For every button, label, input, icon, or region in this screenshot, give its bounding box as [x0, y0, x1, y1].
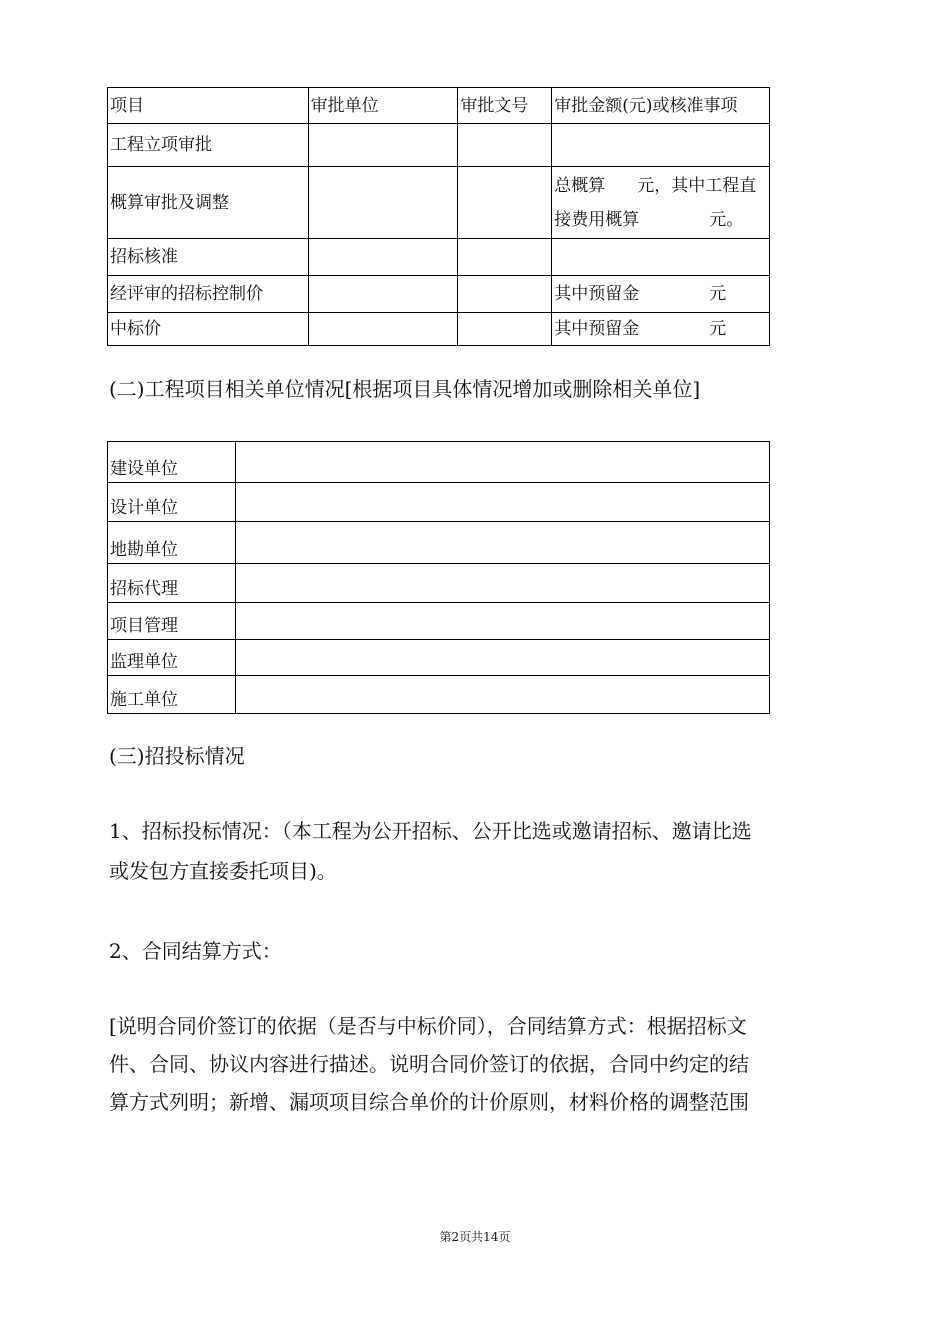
- table-row: [108, 313, 770, 346]
- table-row: [108, 564, 770, 603]
- units-table: [107, 441, 770, 714]
- item-1-line: 1、招标投标情况：（本工程为公开招标、公开比选或邀请招标、邀请比选: [109, 819, 752, 843]
- row-unit-cell: [308, 239, 458, 276]
- row-doc-no-cell: [458, 124, 552, 167]
- unit-value-cell: [236, 442, 770, 483]
- item-1-line: 或发包方直接委托项目)。: [109, 859, 337, 883]
- table-row: [108, 603, 770, 640]
- unit-value-cell: [236, 564, 770, 603]
- header-cell-item: 项目: [108, 88, 309, 124]
- row-item-label: 经评审的招标控制价: [108, 276, 309, 313]
- header-cell-amount: 审批金额(元)或核准事项: [552, 88, 770, 124]
- approval-table: [107, 87, 770, 346]
- row-doc-no-cell: [458, 313, 552, 346]
- row-item-label: 工程立项审批: [108, 124, 309, 167]
- amount-text: 元。: [709, 209, 744, 230]
- row-unit-cell: [308, 167, 458, 239]
- amount-text: 接费用概算: [554, 209, 640, 230]
- page-footer: 第2页共14页: [439, 1230, 511, 1244]
- table-row: [108, 640, 770, 676]
- row-unit-cell: [308, 124, 458, 167]
- section-heading-2: (二)工程项目相关单位情况[根据项目具体情况增加或删除相关单位]: [109, 377, 701, 401]
- unit-value-cell: [236, 483, 770, 522]
- section-heading-3: (三)招投标情况: [109, 744, 245, 768]
- unit-value-cell: [236, 676, 770, 714]
- description-line: 算方式列明；新增、漏项项目综合单价的计价原则，材料价格的调整范围: [109, 1090, 749, 1114]
- amount-line: [554, 169, 767, 203]
- unit-value-cell: [236, 640, 770, 676]
- row-doc-no-cell: [458, 276, 552, 313]
- description-line: [说明合同价签订的依据（是否与中标价同），合同结算方式：根据招标文: [109, 1014, 747, 1038]
- unit-label: 监理单位: [108, 640, 236, 676]
- row-amount-cell: [552, 124, 770, 167]
- amount-text: 其中预留金: [554, 284, 640, 304]
- table-row: [108, 276, 770, 313]
- header-cell-unit: 审批单位: [308, 88, 458, 124]
- row-doc-no-cell: [458, 167, 552, 239]
- table-header-row: [108, 88, 770, 124]
- amount-unit: 元: [709, 319, 727, 339]
- unit-label: 建设单位: [108, 442, 236, 483]
- amount-text: 总概算: [554, 175, 606, 196]
- table-row: [108, 676, 770, 714]
- amount-text: 其中预留金: [554, 319, 640, 339]
- amount-line: [554, 203, 767, 237]
- unit-label: 项目管理: [108, 603, 236, 640]
- description-paragraph: [109, 1007, 834, 1121]
- unit-label: 招标代理: [108, 564, 236, 603]
- row-item-label: 招标核准: [108, 239, 309, 276]
- amount-unit: 元: [709, 284, 727, 304]
- row-unit-cell: [308, 276, 458, 313]
- row-amount-cell: [552, 239, 770, 276]
- table-row: [108, 442, 770, 483]
- table-row: [108, 522, 770, 564]
- unit-label: 地勘单位: [108, 522, 236, 564]
- unit-value-cell: [236, 603, 770, 640]
- unit-label: 设计单位: [108, 483, 236, 522]
- amount-text: 元，其中工程直: [637, 175, 757, 196]
- row-amount-cell: [552, 167, 770, 239]
- row-item-label: 中标价: [108, 313, 309, 346]
- table-row: [108, 124, 770, 167]
- row-unit-cell: [308, 313, 458, 346]
- description-line: 件、合同、协议内容进行描述。说明合同价签订的依据，合同中约定的结: [109, 1052, 749, 1076]
- row-amount-cell: [552, 276, 770, 313]
- table-row: [108, 483, 770, 522]
- item-2-heading: 2、合同结算方式：: [109, 939, 282, 963]
- table-row: [108, 239, 770, 276]
- header-cell-doc-no: 审批文号: [458, 88, 552, 124]
- unit-value-cell: [236, 522, 770, 564]
- item-1-paragraph: [109, 811, 834, 891]
- unit-label: 施工单位: [108, 676, 236, 714]
- table-row: [108, 167, 770, 239]
- row-amount-cell: [552, 313, 770, 346]
- row-item-label: 概算审批及调整: [108, 167, 309, 239]
- row-doc-no-cell: [458, 239, 552, 276]
